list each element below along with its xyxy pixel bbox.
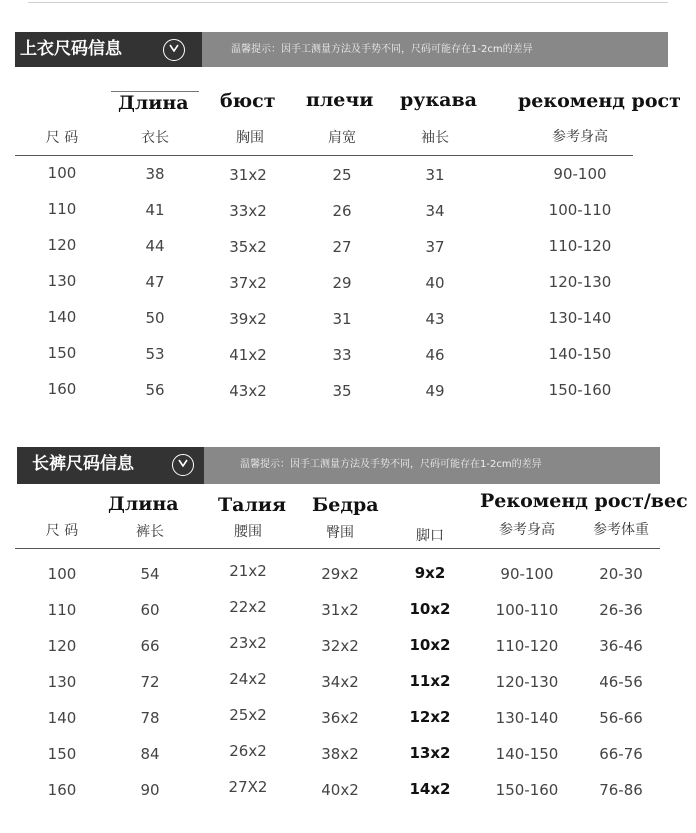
col-header-ref-weight: 参考体重 (593, 522, 649, 538)
cell-bust: 33x2 (229, 202, 267, 220)
cell-size: 130 (47, 272, 77, 290)
cell-bust: 43x2 (229, 382, 267, 400)
ru-header-height: рекоменд рост (518, 90, 681, 112)
cell-size: 100 (47, 565, 77, 583)
cell-sleeve: 49 (425, 382, 445, 400)
cell-ref-weight: 46-56 (599, 673, 643, 691)
col-header-length: 衣长 (141, 130, 169, 146)
cell-shoulder: 29 (332, 274, 352, 292)
cell-bust: 39x2 (229, 310, 267, 328)
cell-ref-weight: 26-36 (599, 601, 643, 619)
cell-ref-weight: 36-46 (599, 637, 643, 655)
cell-size: 150 (47, 745, 77, 763)
bottom-table-note: 温馨提示：因手工测量方法及手势不同，尺码可能存在1-2cm的差异 (240, 459, 542, 470)
cell-hem: 12x2 (409, 708, 451, 726)
ru-header-length: Длина (118, 92, 189, 114)
cell-size: 140 (47, 308, 77, 326)
col-header-sleeve: 袖长 (421, 130, 449, 146)
ru-header-shoulder: плечи (306, 89, 374, 111)
cell-ref-height: 140-150 (495, 745, 559, 763)
cell-ref-weight: 66-76 (599, 745, 643, 763)
cell-length: 56 (145, 381, 165, 399)
col-header-size: 尺 码 (45, 130, 79, 146)
ru-header-height-weight: Рекоменд рост/вес (480, 490, 688, 512)
cell-shoulder: 33 (332, 346, 352, 364)
cell-sleeve: 31 (425, 166, 445, 184)
cell-length: 53 (145, 345, 165, 363)
top-table-note: 温馨提示：因手工测量方法及手势不同，尺码可能存在1-2cm的差异 (231, 44, 533, 55)
top-table-title: 上衣尺码信息 (20, 39, 122, 59)
cell-sleeve: 40 (425, 274, 445, 292)
cell-waist: 22x2 (229, 598, 267, 616)
cell-size: 150 (47, 344, 77, 362)
col-header-ref-height: 参考身高 (499, 522, 555, 538)
cell-pants-length: 60 (140, 601, 160, 619)
cell-size: 140 (47, 709, 77, 727)
col-header-hips: 臀围 (326, 525, 354, 541)
cell-hem: 13x2 (409, 744, 451, 762)
cell-size: 100 (47, 164, 77, 182)
cell-hem: 11x2 (409, 672, 451, 690)
col-header-bust: 胸围 (236, 130, 264, 146)
cell-ref-weight: 20-30 (599, 565, 643, 583)
ru-header-length: Длина (108, 493, 179, 515)
cell-size: 160 (47, 781, 77, 799)
cell-ref-weight: 76-86 (599, 781, 643, 799)
cell-ref-height: 100-110 (548, 201, 612, 219)
cell-hem: 10x2 (409, 600, 451, 618)
header-divider (15, 548, 660, 549)
cell-ref-height: 130-140 (495, 709, 559, 727)
cell-hips: 32x2 (321, 637, 359, 655)
col-header-ref-height: 参考身高 (552, 129, 608, 145)
chevron-circle-icon (172, 454, 194, 476)
cell-pants-length: 84 (140, 745, 160, 763)
cell-sleeve: 37 (425, 238, 445, 256)
ru-header-bust: бюст (220, 90, 276, 112)
ru-header-sleeve: рукава (400, 89, 477, 111)
cell-waist: 27X2 (228, 778, 268, 796)
cell-waist: 21x2 (229, 562, 267, 580)
cell-length: 44 (145, 237, 165, 255)
cell-waist: 23x2 (229, 634, 267, 652)
cell-waist: 25x2 (229, 706, 267, 724)
cell-length: 47 (145, 273, 165, 291)
cell-ref-height: 150-160 (548, 381, 612, 399)
cell-ref-height: 110-120 (548, 237, 612, 255)
cell-hem: 9x2 (414, 564, 446, 582)
col-header-hem: 脚口 (416, 528, 444, 544)
cell-ref-height: 90-100 (500, 565, 554, 583)
cell-bust: 31x2 (229, 166, 267, 184)
cell-pants-length: 90 (140, 781, 160, 799)
cell-sleeve: 43 (425, 310, 445, 328)
cell-ref-height: 120-130 (548, 273, 612, 291)
cell-hem: 10x2 (409, 636, 451, 654)
cell-shoulder: 27 (332, 238, 352, 256)
col-header-pants-length: 裤长 (136, 524, 164, 540)
cell-size: 110 (47, 601, 77, 619)
cell-size: 130 (47, 673, 77, 691)
ru-header-waist: Талия (218, 494, 286, 516)
cell-hem: 14x2 (409, 780, 451, 798)
cell-shoulder: 31 (332, 310, 352, 328)
cell-ref-height: 100-110 (495, 601, 559, 619)
cell-size: 160 (47, 380, 77, 398)
cell-shoulder: 25 (332, 166, 352, 184)
cell-sleeve: 34 (425, 202, 445, 220)
cell-pants-length: 54 (140, 565, 160, 583)
cell-waist: 24x2 (229, 670, 267, 688)
cell-hips: 36x2 (321, 709, 359, 727)
cell-hips: 38x2 (321, 745, 359, 763)
cell-bust: 35x2 (229, 238, 267, 256)
top-divider (28, 2, 668, 3)
cell-ref-height: 130-140 (548, 309, 612, 327)
cell-waist: 26x2 (229, 742, 267, 760)
cell-ref-weight: 56-66 (599, 709, 643, 727)
cell-hips: 40x2 (321, 781, 359, 799)
bottom-table-title: 长裤尺码信息 (32, 454, 134, 474)
col-header-waist: 腰围 (234, 524, 262, 540)
cell-ref-height: 90-100 (553, 165, 607, 183)
cell-ref-height: 140-150 (548, 345, 612, 363)
cell-ref-height: 110-120 (495, 637, 559, 655)
cell-length: 50 (145, 309, 165, 327)
cell-ref-height: 150-160 (495, 781, 559, 799)
ru-header-hips: Бедра (312, 494, 379, 516)
cell-pants-length: 66 (140, 637, 160, 655)
cell-bust: 41x2 (229, 346, 267, 364)
cell-size: 120 (47, 236, 77, 254)
cell-bust: 37x2 (229, 274, 267, 292)
cell-shoulder: 26 (332, 202, 352, 220)
cell-pants-length: 72 (140, 673, 160, 691)
cell-hips: 31x2 (321, 601, 359, 619)
cell-hips: 34x2 (321, 673, 359, 691)
header-divider (15, 155, 633, 156)
cell-pants-length: 78 (140, 709, 160, 727)
cell-size: 120 (47, 637, 77, 655)
cell-shoulder: 35 (332, 382, 352, 400)
cell-length: 41 (145, 201, 165, 219)
cell-ref-height: 120-130 (495, 673, 559, 691)
cell-sleeve: 46 (425, 346, 445, 364)
cell-size: 110 (47, 200, 77, 218)
col-header-size: 尺 码 (45, 523, 79, 539)
col-header-shoulder: 肩宽 (328, 130, 356, 146)
cell-hips: 29x2 (321, 565, 359, 583)
cell-length: 38 (145, 165, 165, 183)
chevron-circle-icon (163, 39, 185, 61)
